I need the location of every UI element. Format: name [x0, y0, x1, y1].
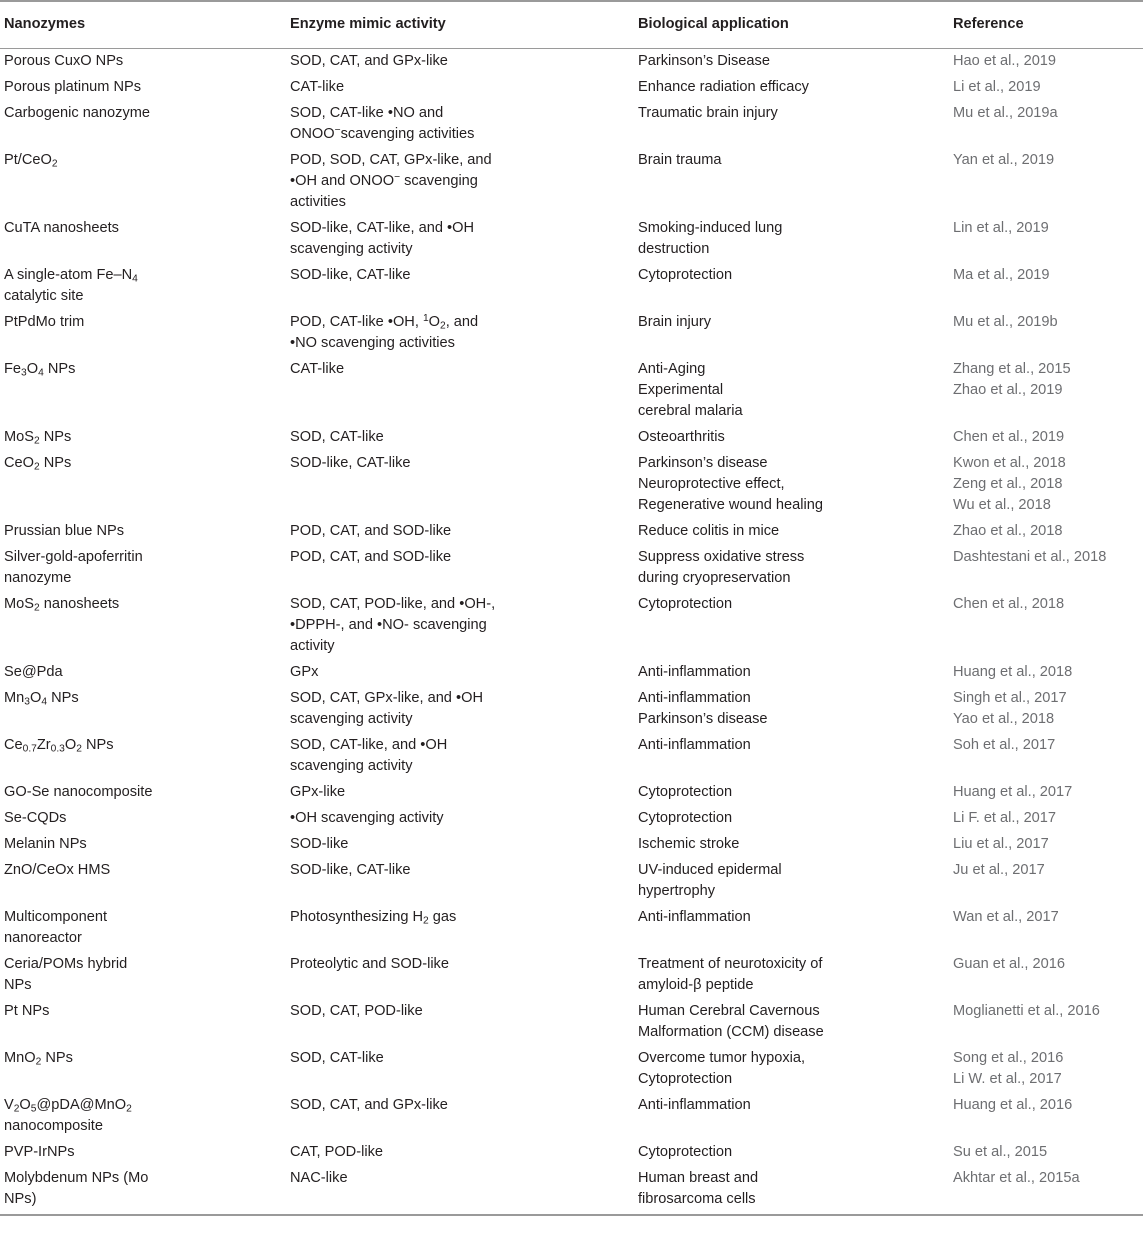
application-cell	[634, 1166, 949, 1215]
reference-cell	[949, 49, 1143, 76]
cell-line: POD, SOD, CAT, GPx-like, and	[290, 152, 492, 168]
cell-line: Mu et al., 2019b	[953, 314, 1058, 330]
cell-line: Anti-Aging	[638, 361, 706, 377]
cell-line: UV-induced epidermal	[638, 862, 782, 878]
cell-line: Human breast and	[638, 1170, 759, 1186]
cell-line: nanocomposite	[4, 1118, 103, 1134]
application-cell	[634, 686, 949, 733]
nanozyme-cell	[0, 545, 286, 592]
cell-line: destruction	[638, 241, 710, 257]
cell-line: Melanin NPs	[4, 836, 87, 852]
application-cell	[634, 519, 949, 545]
nanozyme-cell	[0, 780, 286, 806]
application-cell	[634, 425, 949, 451]
application-cell	[634, 806, 949, 832]
application-cell	[634, 49, 949, 76]
nanozyme-cell	[0, 858, 286, 905]
nanozyme-cell	[0, 832, 286, 858]
activity-cell	[286, 806, 634, 832]
table-row	[0, 733, 1143, 780]
cell-line: Zhao et al., 2019	[953, 382, 1063, 398]
cell-line: Moglianetti et al., 2016	[953, 1003, 1100, 1019]
cell-line: Yan et al., 2019	[953, 152, 1055, 168]
cell-line: Huang et al., 2017	[953, 784, 1073, 800]
cell-line: Smoking-induced lung	[638, 220, 783, 236]
cell-line: amyloid-β peptide	[638, 977, 754, 993]
cell-line: Cytoprotection	[638, 810, 733, 826]
cell-line: CAT, POD-like	[290, 1144, 383, 1160]
reference-cell	[949, 592, 1143, 660]
cell-line: SOD-like	[290, 836, 349, 852]
reference-cell	[949, 545, 1143, 592]
activity-cell	[286, 519, 634, 545]
application-cell	[634, 733, 949, 780]
cell-line: Kwon et al., 2018	[953, 455, 1066, 471]
cell-line: Cytoprotection	[638, 784, 733, 800]
reference-cell	[949, 357, 1143, 425]
cell-line: SOD, CAT-like •NO and	[290, 105, 444, 121]
table-row	[0, 451, 1143, 519]
cell-line: SOD, CAT-like	[290, 1050, 384, 1066]
table-row	[0, 75, 1143, 101]
cell-line: CAT-like	[290, 79, 345, 95]
cell-line: Hao et al., 2019	[953, 53, 1057, 69]
cell-line: Su et al., 2015	[953, 1144, 1048, 1160]
reference-cell	[949, 858, 1143, 905]
activity-cell	[286, 952, 634, 999]
table-row	[0, 999, 1143, 1046]
cell-line: Molybdenum NPs (Mo	[4, 1170, 149, 1186]
nanozyme-cell	[0, 216, 286, 263]
nanozyme-cell	[0, 425, 286, 451]
table-row	[0, 310, 1143, 357]
cell-line: Pt NPs	[4, 1003, 50, 1019]
cell-line: Anti-inflammation	[638, 690, 751, 706]
reference-cell	[949, 148, 1143, 216]
nanozyme-cell	[0, 806, 286, 832]
cell-line: Silver-gold-apoferritin	[4, 549, 143, 565]
application-cell	[634, 1140, 949, 1166]
nanozyme-cell	[0, 519, 286, 545]
reference-cell	[949, 519, 1143, 545]
table-row	[0, 858, 1143, 905]
cell-line: nanozyme	[4, 570, 72, 586]
application-cell	[634, 1046, 949, 1093]
cell-line: SOD-like, CAT-like	[290, 862, 411, 878]
cell-line: Anti-inflammation	[638, 1097, 751, 1113]
cell-line: PtPdMo trim	[4, 314, 85, 330]
cell-line: Cytoprotection	[638, 267, 733, 283]
cell-line: Malformation (CCM) disease	[638, 1024, 824, 1040]
nanozyme-cell	[0, 49, 286, 76]
header-nanozymes: Nanozymes	[0, 1, 286, 49]
table-row	[0, 686, 1143, 733]
cell-line: SOD, CAT, and GPx-like	[290, 1097, 448, 1113]
reference-cell	[949, 451, 1143, 519]
cell-line: MnO$_2$ NPs	[4, 1050, 73, 1068]
cell-line: Multicomponent	[4, 909, 108, 925]
cell-line: Soh et al., 2017	[953, 737, 1056, 753]
header-enzyme-mimic-activity: Enzyme mimic activity	[286, 1, 634, 49]
nanozyme-cell	[0, 263, 286, 310]
table-row	[0, 425, 1143, 451]
cell-line: Photosynthesizing $H_2$ gas	[290, 909, 457, 927]
cell-line: Cytoprotection	[638, 1144, 733, 1160]
reference-cell	[949, 952, 1143, 999]
cell-line: Pt/CeO$_2$	[4, 152, 58, 170]
cell-line: Parkinson’s Disease	[638, 53, 770, 69]
cell-line: SOD, CAT, POD-like, and •OH-,	[290, 596, 496, 612]
application-cell	[634, 357, 949, 425]
nanozyme-cell	[0, 1046, 286, 1093]
activity-cell	[286, 75, 634, 101]
table-header-row	[0, 1, 1143, 49]
nanozyme-cell	[0, 660, 286, 686]
cell-line: ONOO−scavenging activities	[290, 124, 475, 142]
cell-line: •DPPH-, and •NO- scavenging	[290, 617, 487, 633]
cell-line: POD, CAT-like •OH, $^1O_2$, and	[290, 312, 479, 332]
application-cell	[634, 952, 949, 999]
application-cell	[634, 858, 949, 905]
table-row	[0, 806, 1143, 832]
activity-cell	[286, 999, 634, 1046]
application-cell	[634, 101, 949, 148]
cell-line: Osteoarthritis	[638, 429, 725, 445]
cell-line: Anti-inflammation	[638, 909, 751, 925]
cell-line: Porous platinum NPs	[4, 79, 142, 95]
cell-line: MoS$_2$ NPs	[4, 429, 72, 447]
cell-line: catalytic site	[4, 288, 84, 304]
header-biological-application: Biological application	[634, 1, 949, 49]
reference-cell	[949, 832, 1143, 858]
activity-cell	[286, 1140, 634, 1166]
application-cell	[634, 592, 949, 660]
cell-line: Overcome tumor hypoxia,	[638, 1050, 806, 1066]
nanozyme-cell	[0, 592, 286, 660]
activity-cell	[286, 263, 634, 310]
application-cell	[634, 216, 949, 263]
table-row	[0, 263, 1143, 310]
cell-line: Li et al., 2019	[953, 79, 1041, 95]
cell-line: Yao et al., 2018	[953, 711, 1055, 727]
reference-cell	[949, 780, 1143, 806]
cell-line: Proteolytic and SOD-like	[290, 956, 449, 972]
cell-line: Li F. et al., 2017	[953, 810, 1057, 826]
cell-line: A single-atom $Fe-N_4$	[4, 267, 138, 285]
activity-cell	[286, 858, 634, 905]
application-cell	[634, 660, 949, 686]
cell-line: Wan et al., 2017	[953, 909, 1059, 925]
activity-cell	[286, 686, 634, 733]
activity-cell	[286, 1166, 634, 1215]
cell-line: SOD, CAT, and GPx-like	[290, 53, 448, 69]
cell-line: Carbogenic nanozyme	[4, 105, 151, 121]
cell-line: GPx	[290, 664, 319, 680]
activity-cell	[286, 357, 634, 425]
cell-line: Se@Pda	[4, 664, 63, 680]
nanozyme-cell	[0, 1166, 286, 1215]
cell-line: during cryopreservation	[638, 570, 791, 586]
cell-line: PVP-IrNPs	[4, 1144, 75, 1160]
nanozyme-cell	[0, 905, 286, 952]
activity-cell	[286, 1093, 634, 1140]
reference-cell	[949, 806, 1143, 832]
cell-line: activities	[290, 194, 346, 210]
table-row	[0, 216, 1143, 263]
activity-cell	[286, 101, 634, 148]
cell-line: SOD-like, CAT-like, and •OH	[290, 220, 475, 236]
nanozyme-cell	[0, 310, 286, 357]
cell-line: •OH scavenging activity	[290, 810, 444, 826]
table-row	[0, 905, 1143, 952]
header-reference: Reference	[949, 1, 1143, 49]
reference-cell	[949, 1140, 1143, 1166]
reference-cell	[949, 216, 1143, 263]
cell-line: NPs)	[4, 1191, 37, 1207]
nanozyme-cell	[0, 733, 286, 780]
cell-line: Reduce colitis in mice	[638, 523, 780, 539]
activity-cell	[286, 660, 634, 686]
cell-line: Akhtar et al., 2015a	[953, 1170, 1080, 1186]
cell-line: GPx-like	[290, 784, 346, 800]
cell-line: Dashtestani et al., 2018	[953, 549, 1107, 565]
cell-line: Regenerative wound healing	[638, 497, 823, 513]
nanozyme-cell	[0, 1093, 286, 1140]
nanozyme-cell	[0, 952, 286, 999]
cell-line: CeO$_2$ NPs	[4, 455, 72, 473]
table-row	[0, 832, 1143, 858]
activity-cell	[286, 425, 634, 451]
cell-line: Singh et al., 2017	[953, 690, 1067, 706]
reference-cell	[949, 686, 1143, 733]
cell-line: Guan et al., 2016	[953, 956, 1065, 972]
activity-cell	[286, 780, 634, 806]
reference-cell	[949, 101, 1143, 148]
cell-line: Brain trauma	[638, 152, 722, 168]
cell-line: Parkinson’s disease	[638, 455, 768, 471]
application-cell	[634, 263, 949, 310]
application-cell	[634, 780, 949, 806]
table-row	[0, 1140, 1143, 1166]
application-cell	[634, 310, 949, 357]
cell-line: SOD-like, CAT-like	[290, 455, 411, 471]
activity-cell	[286, 310, 634, 357]
cell-line: Lin et al., 2019	[953, 220, 1049, 236]
nanozyme-cell	[0, 451, 286, 519]
cell-line: Song et al., 2016	[953, 1050, 1064, 1066]
table-row	[0, 519, 1143, 545]
cell-line: Chen et al., 2018	[953, 596, 1065, 612]
cell-line: Zeng et al., 2018	[953, 476, 1063, 492]
cell-line: Prussian blue NPs	[4, 523, 125, 539]
cell-line: Zhao et al., 2018	[953, 523, 1063, 539]
cell-line: Zhang et al., 2015	[953, 361, 1071, 377]
table-body	[0, 49, 1143, 1216]
application-cell	[634, 832, 949, 858]
table-row	[0, 357, 1143, 425]
application-cell	[634, 148, 949, 216]
cell-line: Wu et al., 2018	[953, 497, 1051, 513]
cell-line: Cytoprotection	[638, 596, 733, 612]
table-row	[0, 660, 1143, 686]
nanozyme-cell	[0, 75, 286, 101]
cell-line: $Fe_3O_4$ NPs	[4, 361, 76, 379]
reference-cell	[949, 905, 1143, 952]
cell-line: scavenging activity	[290, 711, 413, 727]
cell-line: scavenging activity	[290, 241, 413, 257]
reference-cell	[949, 733, 1143, 780]
reference-cell	[949, 425, 1143, 451]
cell-line: cerebral malaria	[638, 403, 743, 419]
cell-line: SOD, CAT-like, and •OH	[290, 737, 448, 753]
nanozyme-cell	[0, 357, 286, 425]
reference-cell	[949, 1093, 1143, 1140]
activity-cell	[286, 1046, 634, 1093]
cell-line: NPs	[4, 977, 32, 993]
cell-line: SOD, CAT-like	[290, 429, 384, 445]
activity-cell	[286, 592, 634, 660]
activity-cell	[286, 733, 634, 780]
reference-cell	[949, 75, 1143, 101]
application-cell	[634, 545, 949, 592]
cell-line: Liu et al., 2017	[953, 836, 1049, 852]
cell-line: hypertrophy	[638, 883, 716, 899]
application-cell	[634, 999, 949, 1046]
cell-line: Enhance radiation efficacy	[638, 79, 809, 95]
cell-line: MoS$_2$ nanosheets	[4, 596, 120, 614]
cell-line: scavenging activity	[290, 758, 413, 774]
cell-line: CuTA nanosheets	[4, 220, 119, 236]
cell-line: •OH and ONOO− scavenging	[290, 171, 478, 189]
nanozyme-cell	[0, 1140, 286, 1166]
cell-line: Ma et al., 2019	[953, 267, 1050, 283]
cell-line: Se-CQDs	[4, 810, 67, 826]
application-cell	[634, 905, 949, 952]
activity-cell	[286, 451, 634, 519]
cell-line: nanoreactor	[4, 930, 82, 946]
activity-cell	[286, 545, 634, 592]
cell-line: Traumatic brain injury	[638, 105, 778, 121]
cell-line: Neuroprotective effect,	[638, 476, 785, 492]
activity-cell	[286, 905, 634, 952]
table-row	[0, 101, 1143, 148]
cell-line: SOD, CAT, POD-like	[290, 1003, 423, 1019]
cell-line: CAT-like	[290, 361, 345, 377]
table-row	[0, 148, 1143, 216]
cell-line: Experimental	[638, 382, 724, 398]
table-row	[0, 49, 1143, 76]
cell-line: Huang et al., 2018	[953, 664, 1073, 680]
cell-line: Ceria/POMs hybrid	[4, 956, 128, 972]
cell-line: Brain injury	[638, 314, 711, 330]
reference-cell	[949, 1166, 1143, 1215]
table-row	[0, 780, 1143, 806]
nanozyme-cell	[0, 101, 286, 148]
cell-line: Ischemic stroke	[638, 836, 740, 852]
cell-line: •NO scavenging activities	[290, 335, 455, 351]
activity-cell	[286, 148, 634, 216]
cell-line: $V_2O_5@pDA@MnO_2$	[4, 1097, 132, 1115]
application-cell	[634, 1093, 949, 1140]
activity-cell	[286, 216, 634, 263]
reference-cell	[949, 263, 1143, 310]
cell-line: SOD-like, CAT-like	[290, 267, 411, 283]
activity-cell	[286, 49, 634, 76]
cell-line: ZnO/CeOx HMS	[4, 862, 111, 878]
cell-line: Treatment of neurotoxicity of	[638, 956, 823, 972]
reference-cell	[949, 999, 1143, 1046]
reference-cell	[949, 1046, 1143, 1093]
cell-line: activity	[290, 638, 335, 654]
cell-line: Porous CuxO NPs	[4, 53, 124, 69]
cell-line: POD, CAT, and SOD-like	[290, 523, 452, 539]
cell-line: $Mn_3O_4$ NPs	[4, 690, 79, 708]
activity-cell	[286, 832, 634, 858]
table-row	[0, 592, 1143, 660]
table-row	[0, 1093, 1143, 1140]
nanozyme-cell	[0, 686, 286, 733]
cell-line: SOD, CAT, GPx-like, and •OH	[290, 690, 483, 706]
application-cell	[634, 451, 949, 519]
cell-line: $Ce_{0.7}Zr_{0.3}O_2$ NPs	[4, 737, 114, 755]
nanozyme-cell	[0, 148, 286, 216]
nanozyme-cell	[0, 999, 286, 1046]
cell-line: Mu et al., 2019a	[953, 105, 1058, 121]
reference-cell	[949, 310, 1143, 357]
cell-line: GO-Se nanocomposite	[4, 784, 153, 800]
cell-line: NAC-like	[290, 1170, 348, 1186]
cell-line: Anti-inflammation	[638, 737, 751, 753]
cell-line: Chen et al., 2019	[953, 429, 1065, 445]
application-cell	[634, 75, 949, 101]
cell-line: Li W. et al., 2017	[953, 1071, 1062, 1087]
cell-line: Parkinson’s disease	[638, 711, 768, 727]
table-row	[0, 952, 1143, 999]
cell-line: Huang et al., 2016	[953, 1097, 1073, 1113]
cell-line: Ju et al., 2017	[953, 862, 1045, 878]
cell-line: Human Cerebral Cavernous	[638, 1003, 820, 1019]
reference-cell	[949, 660, 1143, 686]
cell-line: Cytoprotection	[638, 1071, 733, 1087]
cell-line: Anti-inflammation	[638, 664, 751, 680]
table-row	[0, 1166, 1143, 1215]
cell-line: Suppress oxidative stress	[638, 549, 805, 565]
table-row	[0, 1046, 1143, 1093]
table-row	[0, 545, 1143, 592]
cell-line: POD, CAT, and SOD-like	[290, 549, 452, 565]
cell-line: fibrosarcoma cells	[638, 1191, 756, 1207]
